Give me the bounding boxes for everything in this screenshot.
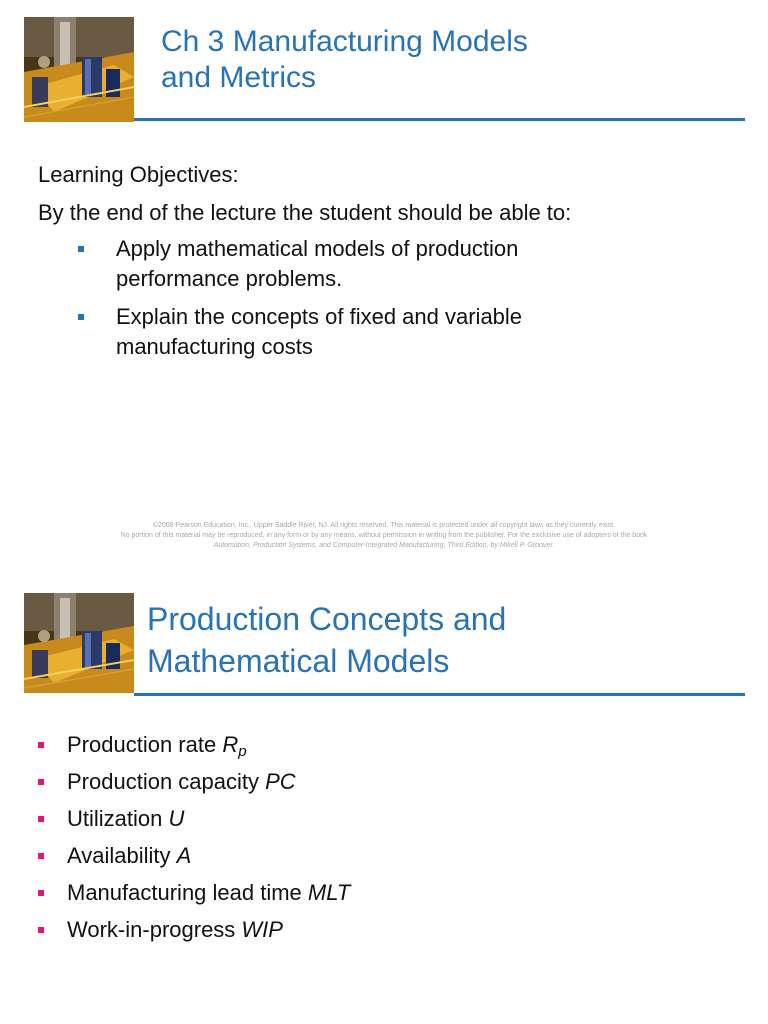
objectives-list	[74, 234, 634, 370]
concept-symbol: PC	[265, 769, 296, 794]
objective-line: manufacturing costs	[116, 334, 313, 359]
slide-title	[147, 598, 506, 682]
concept-label: Production capacity	[67, 769, 266, 794]
list-item	[74, 234, 634, 294]
slide-2	[0, 575, 768, 1024]
list-item	[36, 911, 350, 948]
concept-symbol: MLT	[307, 880, 351, 905]
list-item	[36, 837, 350, 874]
square-bullet-icon	[78, 246, 84, 252]
concept-symbol: $R_p$	[222, 732, 247, 760]
slide-title	[161, 24, 528, 96]
list-item	[36, 874, 350, 911]
objective-line: Apply mathematical models of production	[116, 236, 519, 261]
concepts-list	[36, 726, 350, 948]
footer-line: No portion of this material may be reproduced, in any form or by any means, without permission in writing from the publisher. For the exclusive use of adopters of the book	[120, 532, 648, 539]
square-bullet-icon	[78, 314, 84, 320]
objective-line: performance problems.	[116, 266, 343, 291]
title-line-1: Production Concepts and	[147, 601, 507, 637]
square-bullet-icon	[38, 742, 44, 748]
copyright-footer	[0, 521, 768, 551]
footer-line: ©2008 Pearson Education, Inc., Upper Saddle River, NJ. All rights reserved. This material is protected under all copyright laws as they currently exist.	[152, 522, 616, 529]
title-line-2: Mathematical Models	[147, 643, 450, 679]
title-divider	[134, 118, 745, 121]
concept-label: Availability	[67, 843, 177, 868]
square-bullet-icon	[38, 816, 44, 822]
objectives-intro: By the end of the lecture the student should be able to:	[38, 200, 572, 225]
concept-label: Utilization	[67, 806, 169, 831]
objective-line: Explain the concepts of fixed and variable	[116, 304, 523, 329]
title-line-1: Ch 3 Manufacturing Models	[161, 25, 528, 58]
concept-label: Production rate	[67, 732, 223, 757]
learning-objectives-heading: Learning Objectives:	[38, 162, 239, 187]
list-item	[36, 763, 350, 800]
slide-logo-image	[24, 593, 134, 693]
footer-line: Automation, Production Systems, and Computer-Integrated Manufacturing, Third Edition, by Mikell P. Groover.	[213, 542, 555, 549]
square-bullet-icon	[38, 890, 44, 896]
concept-symbol: WIP	[241, 917, 283, 942]
concept-label: Work-in-progress	[67, 917, 242, 942]
title-divider	[134, 693, 745, 696]
concept-symbol: A	[176, 843, 192, 868]
list-item	[36, 726, 350, 763]
title-line-2: and Metrics	[161, 61, 317, 94]
square-bullet-icon	[38, 853, 44, 859]
list-item	[36, 800, 350, 837]
list-item	[74, 302, 634, 362]
slide-logo-image	[24, 17, 134, 122]
concept-symbol: U	[168, 806, 185, 831]
concept-subscript: p	[238, 743, 247, 760]
square-bullet-icon	[38, 927, 44, 933]
square-bullet-icon	[38, 779, 44, 785]
concept-label: Manufacturing lead time	[67, 880, 308, 905]
